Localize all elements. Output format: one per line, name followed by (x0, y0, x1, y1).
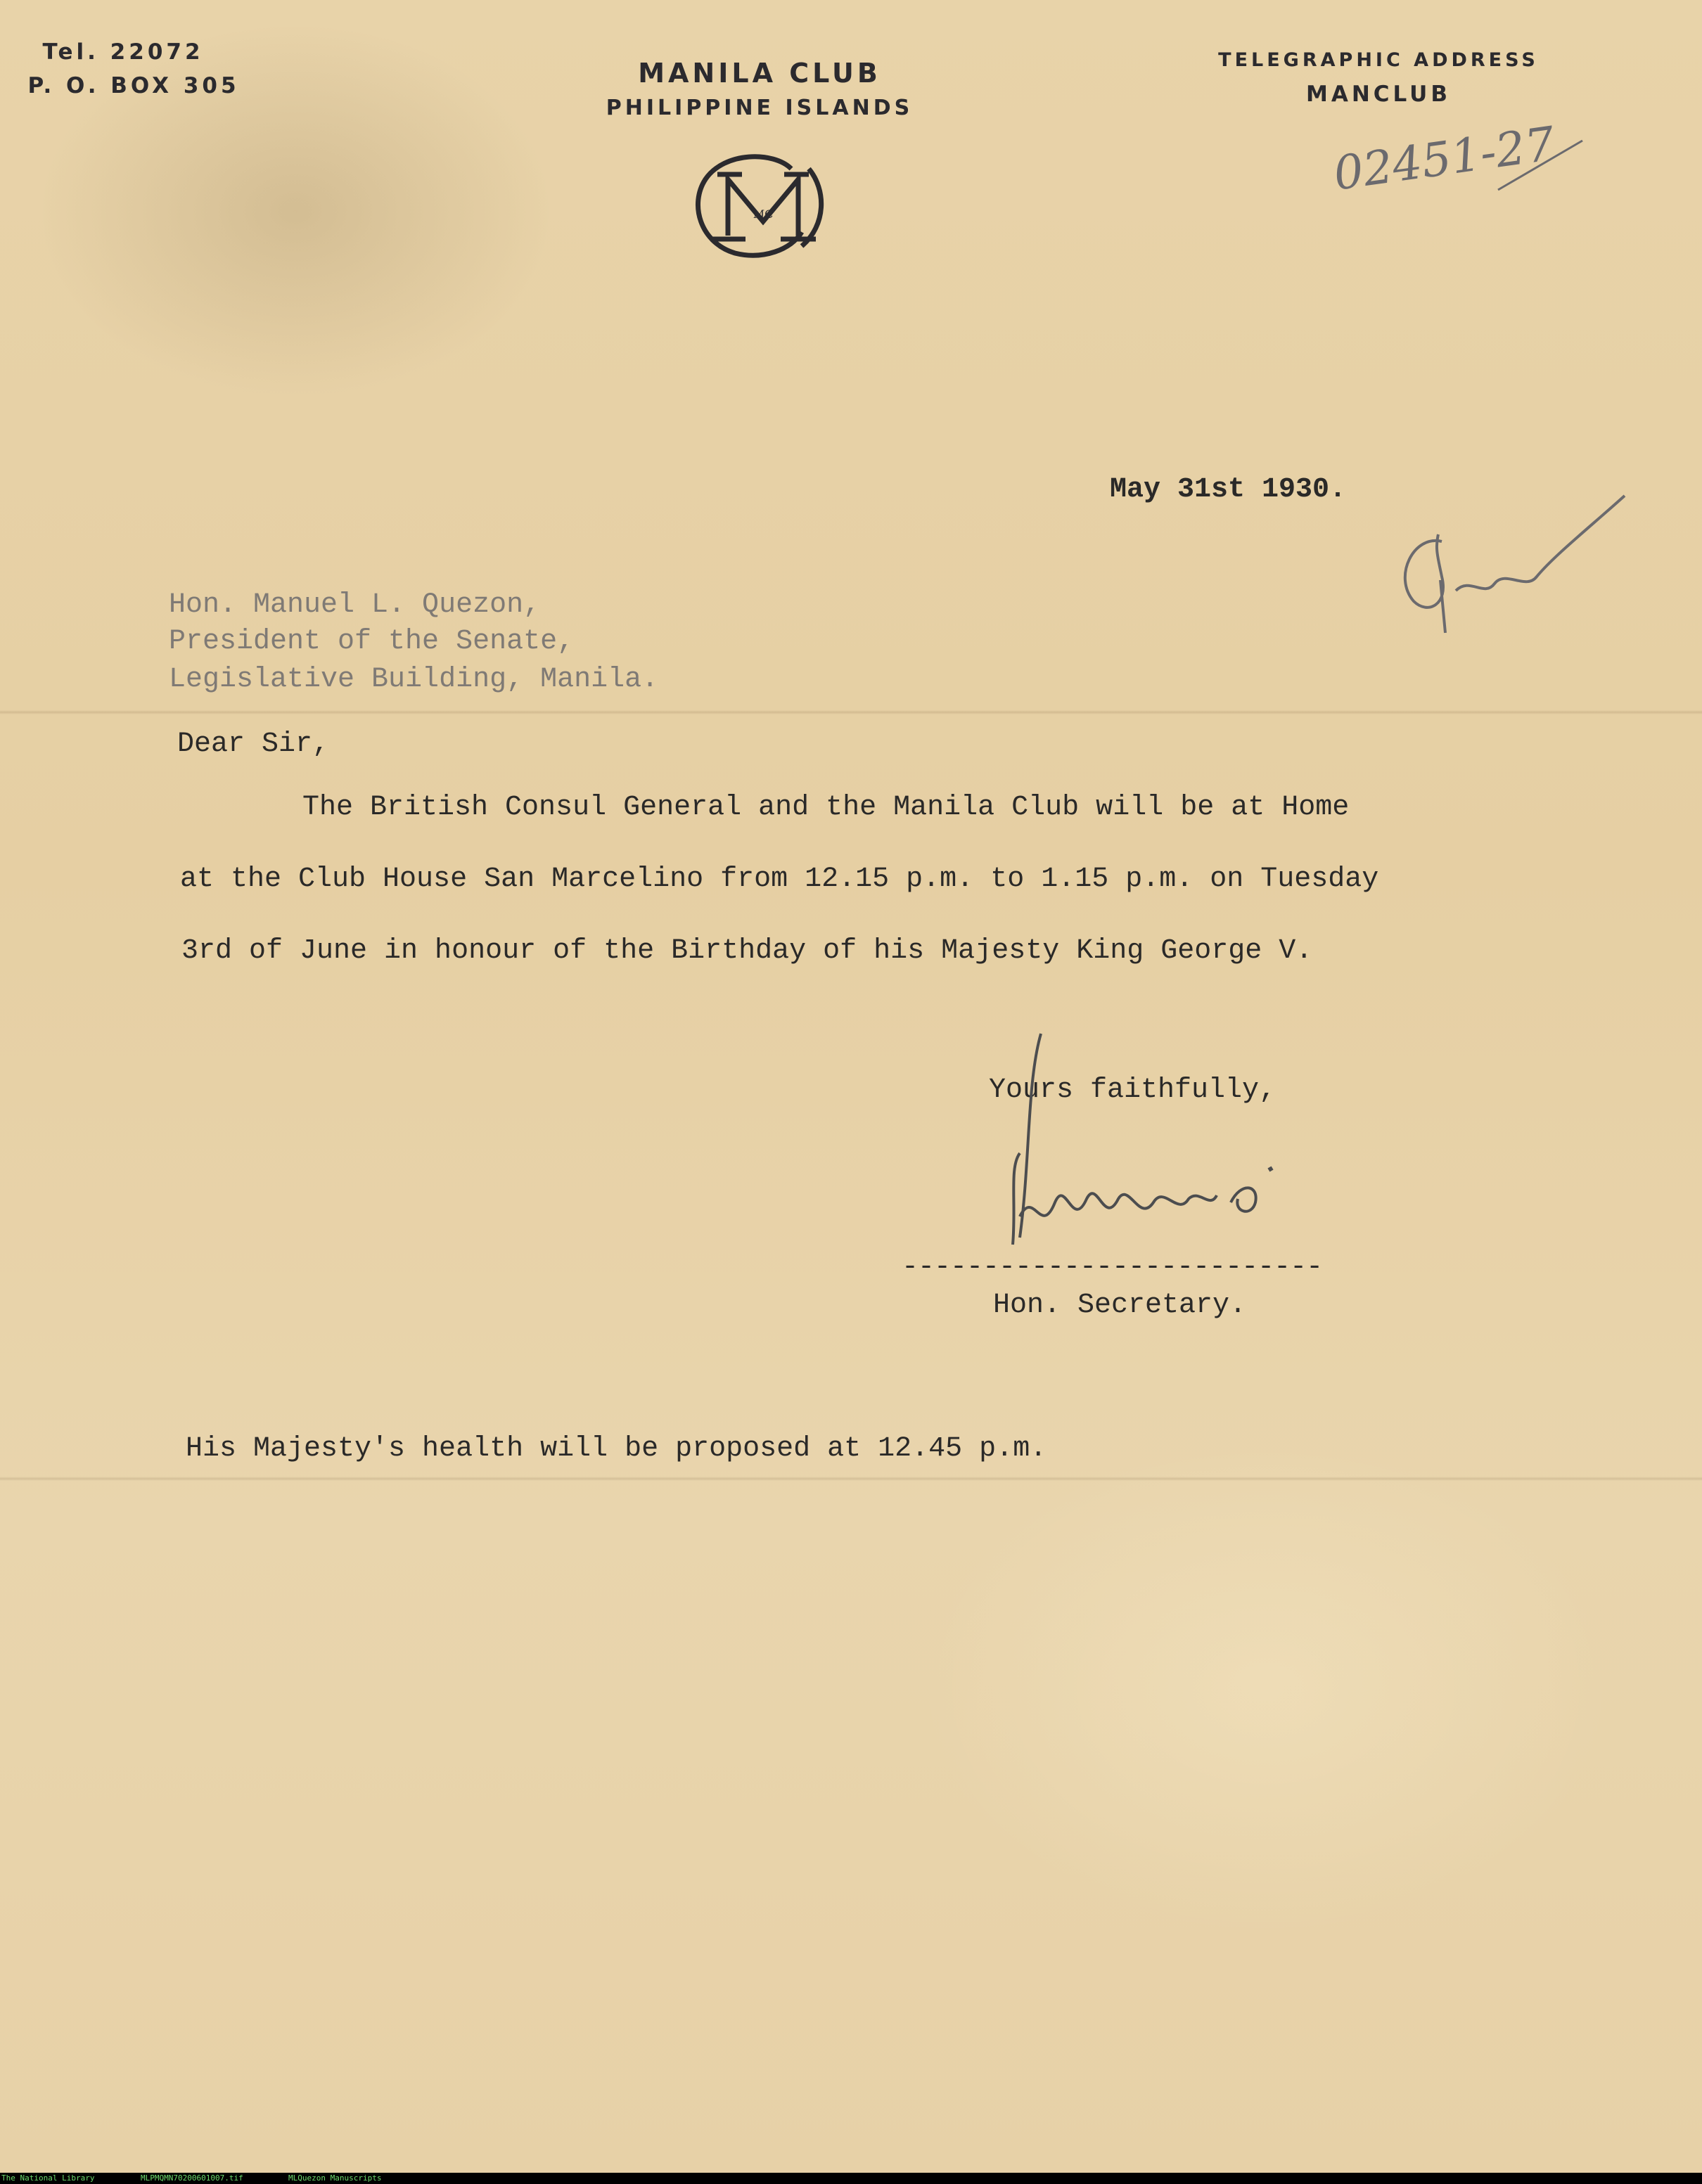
footer-filename: MLPMQMN70200601007.tif (141, 2173, 243, 2183)
letterhead-club-name: MANILA CLUB (638, 58, 881, 89)
letter-date: May 31st 1930. (1110, 474, 1347, 506)
scan-footer (0, 2173, 1702, 2184)
body-line-1: The British Consul General and the Manila Club will be at Home (302, 792, 1350, 823)
monogram-letters: MC (753, 207, 774, 221)
postscript: His Majesty's health will be proposed at 12.45 p.m. (186, 1433, 1047, 1465)
footer-source: The National Library (1, 2173, 95, 2183)
closing: Yours faithfully, (989, 1074, 1276, 1106)
body-line-2: at the Club House San Marcelino from 12.15 p.m. to 1.15 p.m. on Tuesday (180, 863, 1379, 895)
recipient-line-name: Hon. Manuel L. Quezon, (169, 589, 541, 621)
paper-fold (0, 710, 1702, 714)
letterhead-telegraphic-value: MANCLUB (1306, 82, 1451, 107)
signature-rule: -------------------------- (902, 1252, 1323, 1283)
salutation: Dear Sir, (177, 728, 330, 760)
recipient-line-address: Legislative Building, Manila. (169, 664, 659, 695)
letterhead-telegraphic-label: TELEGRAPHIC ADDRESS (1218, 49, 1539, 71)
letterhead-location: PHILIPPINE ISLANDS (606, 96, 914, 120)
handwritten-note-text: 02451-27 (1330, 116, 1559, 201)
footer-collection: MLQuezon Manuscripts (288, 2173, 382, 2183)
paper-fold (0, 1477, 1702, 1481)
handwritten-initials-mark (1386, 492, 1639, 647)
club-monogram-logo (686, 148, 840, 264)
handwritten-signature (999, 1027, 1336, 1259)
handwritten-reference-note (1329, 116, 1597, 211)
signatory-title: Hon. Secretary. (993, 1290, 1247, 1321)
recipient-line-title: President of the Senate, (169, 626, 575, 657)
letterhead-po-box: P. O. BOX 305 (27, 73, 240, 98)
letterhead-tel: Tel. 22072 (42, 39, 204, 65)
body-line-3: 3rd of June in honour of the Birthday of his Majesty King George V. (181, 935, 1313, 967)
